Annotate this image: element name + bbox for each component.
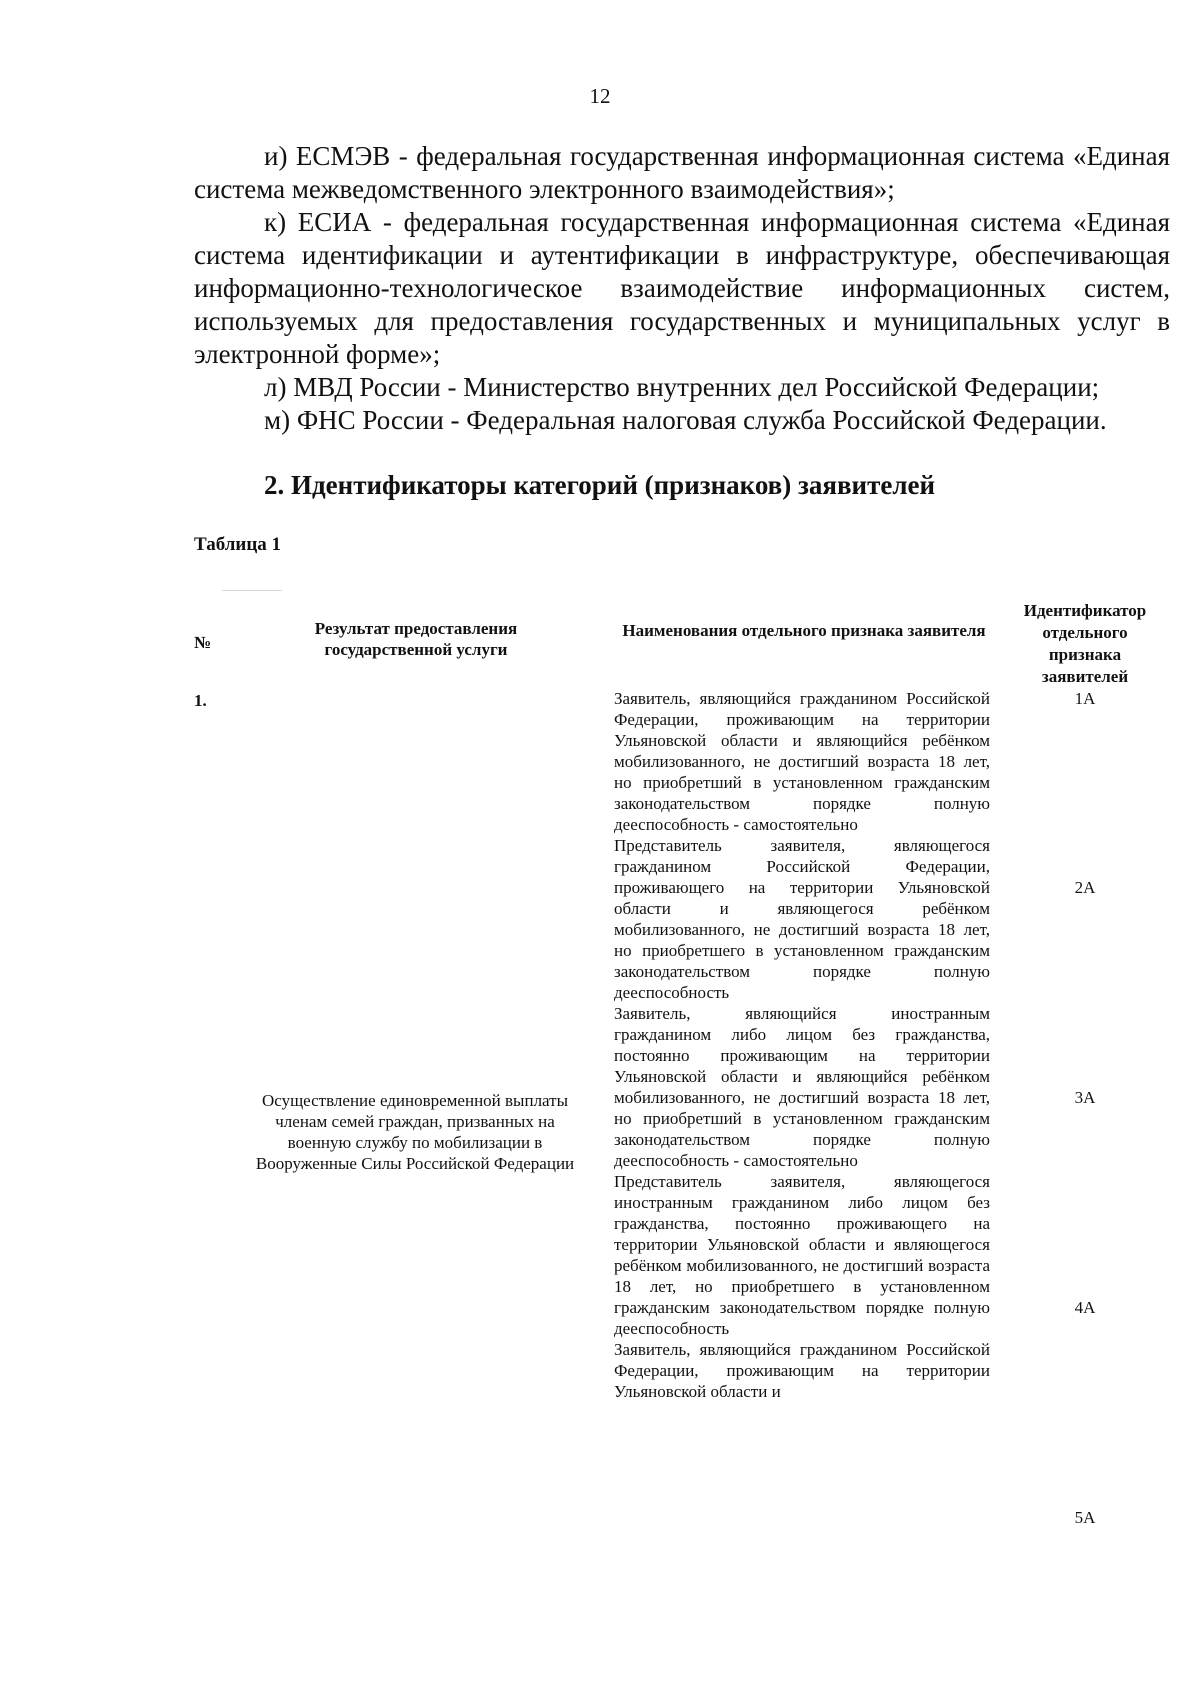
feature-cell: Заявитель, являющийся гражданином Российской Федерации, проживающим на территории Ульяновской области и являющийся ребёнком мобилизованного, не достигший возраста 18 лет, но приобретший в установленном гражданским законодательством порядке полную дееспособность - самостоятельно	[614, 689, 990, 834]
identifier-cell: 1А	[1074, 689, 1096, 708]
feature-cell: Представитель заявителя, являющегося гражданином Российской Федерации, проживающего на территории Ульяновской области и являющегося ребёнком мобилизованного, не достигший возраста 18 лет, но приобретшего в установленном гражданским законодательством порядке полную дееспособность	[614, 836, 990, 1002]
table-caption: Таблица 1	[194, 534, 282, 555]
identifier-cell: 5А	[1074, 1508, 1096, 1527]
result-cell: Осуществление единовременной выплаты членам семей граждан, призванных на военную службу по мобилизации в Вооруженные Силы Российской Федерации	[255, 1091, 575, 1173]
definition-item: к) ЕСИА - федеральная государственная информационная система «Единая система идентификации и аутентификации в инфраструктуре, обеспечивающая информационно-технологическое взаимодействие информационных систем, используемых для предоставления государственных и муниципальных услуг в электронной форме»;	[194, 207, 1170, 369]
row-number: 1.	[194, 691, 207, 710]
feature-cell: Представитель заявителя, являющегося иностранным гражданином либо лицом без гражданства, постоянно проживающего на территории Ульяновской области и являющегося ребёнком мобилизованного, не достигший возраста 18 лет, но приобретшего в установленном гражданским законодательством порядке полную дееспособность	[614, 1172, 990, 1338]
feature-cell: Заявитель, являющийся иностранным гражданином либо лицом без гражданства, постоянно проживающим на территории Ульяновской области и являющийся ребёнком мобилизованного, не достигший возраста 18 лет, но приобретший в установленном гражданским законодательством порядке полную дееспособность - самостоятельно	[614, 1004, 990, 1170]
header-result: Результат предоставления государственной услуги	[314, 619, 518, 659]
scan-artifact	[222, 590, 282, 591]
definition-item: и) ЕСМЭВ - федеральная государственная информационная система «Единая система межведомственного электронного взаимодействия»;	[194, 141, 1170, 204]
definitions-list	[194, 140, 1170, 437]
header-feature: Наименования отдельного признака заявителя	[622, 621, 986, 640]
features-column	[614, 688, 990, 1402]
header-identifier: Идентификатор отдельного признака заявителей	[1023, 601, 1147, 686]
definition-item: м) ФНС России - Федеральная налоговая служба Российской Федерации.	[264, 405, 1107, 435]
page-number: 12	[589, 84, 611, 108]
identifier-cell: 2А	[1074, 878, 1096, 897]
identifier-cell: 3А	[1074, 1088, 1096, 1107]
section-heading: 2. Идентификаторы категорий (признаков) заявителей	[264, 470, 936, 500]
identifier-cell: 4А	[1074, 1298, 1096, 1317]
header-num: №	[194, 633, 212, 652]
feature-cell: Заявитель, являющийся гражданином Российской Федерации, проживающим на территории Ульяновской области и	[614, 1340, 990, 1401]
definition-item: л) МВД России - Министерство внутренних дел Российской Федерации;	[264, 372, 1100, 402]
